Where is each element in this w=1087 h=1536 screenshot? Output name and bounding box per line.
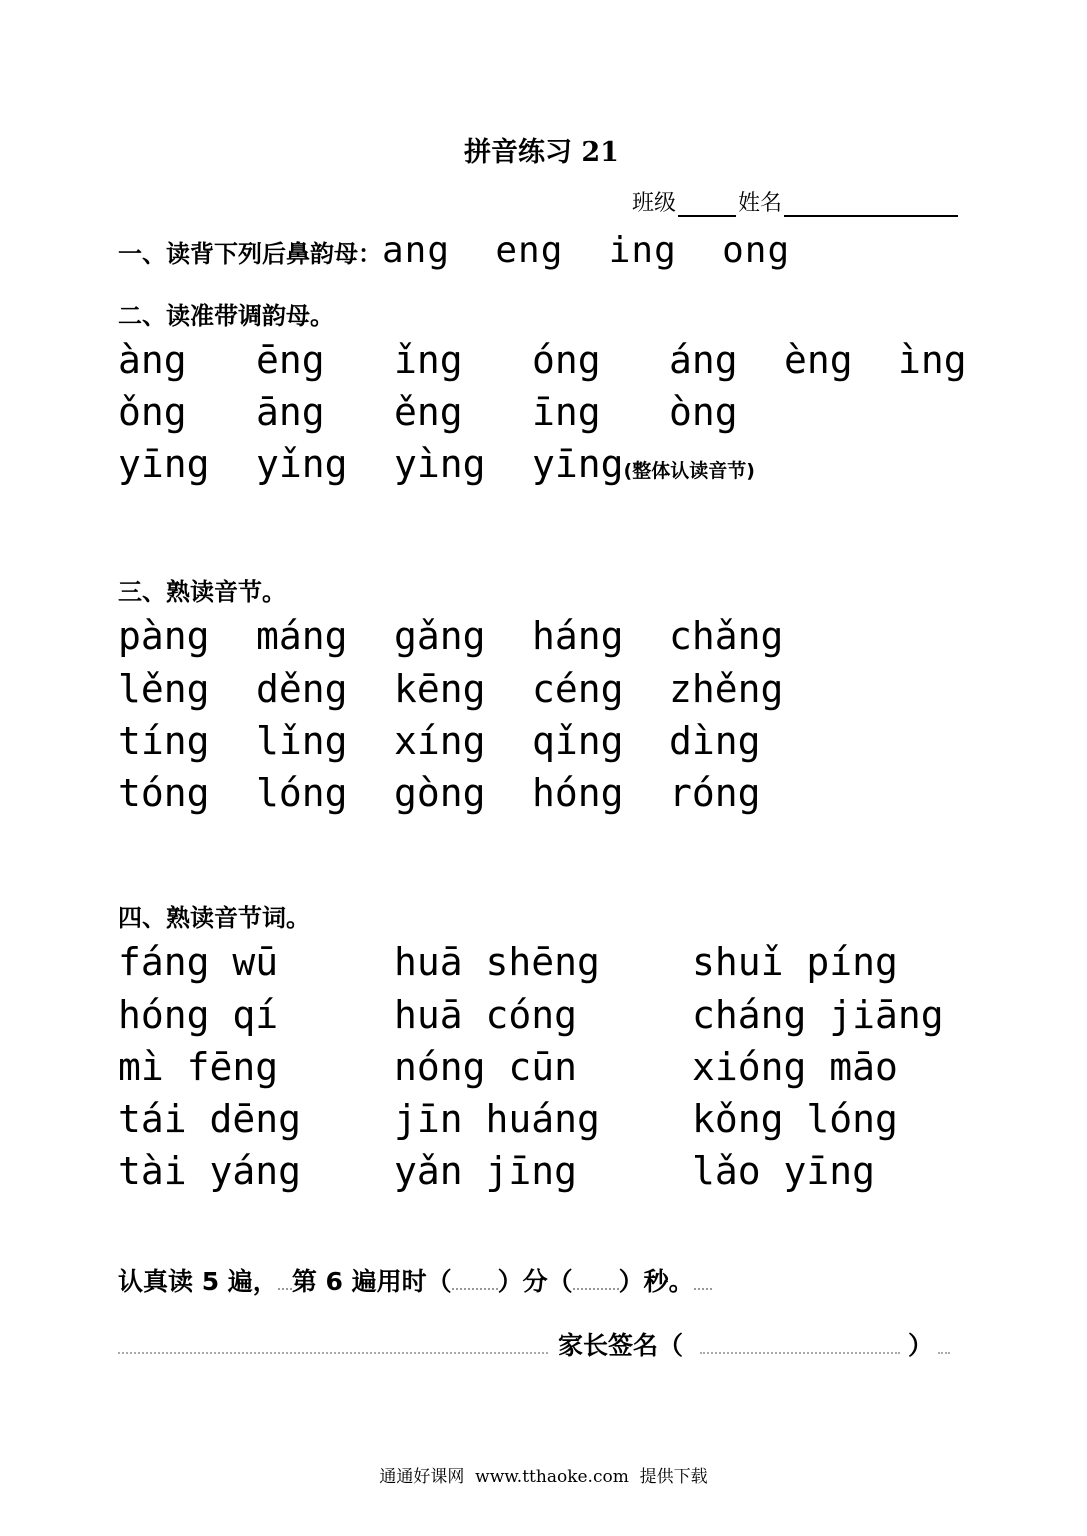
section1-heading — [118, 230, 790, 271]
page-title-text: 拼音练习 21 — [464, 137, 619, 168]
reading-record-part1: 认真读 5 遍， — [118, 1267, 278, 1296]
reading-record-part2: 第 6 遍用时（ — [291, 1267, 452, 1296]
syllable: lǐng — [256, 719, 348, 763]
section2-heading-text: 二、读准带调韵母。 — [118, 302, 334, 330]
dot-gap — [694, 1270, 712, 1290]
parent-signature-close: ） — [908, 1331, 934, 1360]
syllable: xíng — [394, 719, 486, 763]
tone-final: ǐng — [394, 338, 463, 382]
whole-syllable: yìng — [394, 442, 486, 486]
syllable-word: tài yáng — [118, 1149, 302, 1193]
syllable: děng — [256, 667, 348, 711]
name-label: 姓名 — [738, 191, 783, 216]
syllable: tíng — [118, 719, 210, 763]
syllable-word: shuǐ píng — [692, 940, 898, 984]
syllable: pàng — [118, 614, 210, 658]
syllable-word: yǎn jīng — [394, 1149, 578, 1193]
whole-syllable: yǐng — [256, 442, 348, 486]
section3-heading-text: 三、熟读音节。 — [118, 578, 286, 606]
tone-final: òng — [669, 390, 738, 434]
dotted-leader — [938, 1352, 950, 1354]
syllable-word: kǒng lóng — [692, 1097, 898, 1141]
syllable: dìng — [669, 719, 761, 763]
syllable: gǎng — [394, 614, 486, 658]
syllable: róng — [669, 771, 761, 815]
syllable: qǐng — [532, 719, 624, 763]
tone-final: ěng — [394, 390, 463, 434]
class-blank — [678, 193, 736, 217]
seconds-blank[interactable] — [573, 1270, 619, 1290]
syllable: kēng — [394, 667, 486, 711]
syllable-word: xióng māo — [692, 1045, 898, 1089]
minutes-blank[interactable] — [452, 1270, 498, 1290]
section1-finals: ang eng ing ong — [382, 230, 791, 271]
syllable-word: cháng jiāng — [692, 993, 944, 1037]
dot-gap — [278, 1270, 292, 1290]
dotted-leader — [118, 1352, 548, 1354]
syllable: céng — [532, 667, 624, 711]
whole-syllable: yīng — [118, 442, 210, 486]
class-label: 班级 — [632, 191, 677, 216]
whole-syllable-note: (整体认读音节) — [623, 460, 755, 482]
syllable-word: lǎo yīng — [692, 1149, 876, 1193]
tone-final: ìng — [898, 338, 967, 382]
page-title — [0, 130, 1087, 169]
tone-final: āng — [256, 390, 325, 434]
section4-heading-text: 四、熟读音节词。 — [118, 904, 310, 932]
syllable-word: mì fēng — [118, 1045, 279, 1089]
section3-heading — [118, 572, 286, 607]
tone-final: ǒng — [118, 390, 187, 434]
syllable: hóng — [532, 771, 624, 815]
tone-final: áng — [669, 338, 738, 382]
syllable: lóng — [256, 771, 348, 815]
syllable-word: hóng qí — [118, 993, 279, 1037]
tone-final: èng — [784, 338, 853, 382]
section4-heading — [118, 898, 310, 933]
site-credit — [0, 1462, 1087, 1487]
parent-signature-blank[interactable] — [700, 1352, 900, 1354]
syllable-word: tái dēng — [118, 1097, 302, 1141]
syllable-word: huā cóng — [394, 993, 578, 1037]
student-info — [632, 186, 960, 217]
site-credit-text: 通通好课网 www.tthaoke.com 提供下载 — [379, 1467, 708, 1487]
whole-syllable — [532, 442, 755, 486]
parent-signature-row — [118, 1326, 948, 1362]
syllable: chǎng — [669, 614, 784, 658]
tone-final: īng — [532, 390, 601, 434]
section2-heading — [118, 296, 334, 331]
reading-record-part4: ）秒。 — [618, 1267, 694, 1296]
section1-heading-text: 一、读背下列后鼻韵母： — [118, 240, 382, 268]
syllable: gòng — [394, 771, 486, 815]
syllable: tóng — [118, 771, 210, 815]
tone-final: àng — [118, 338, 187, 382]
syllable-word: nóng cūn — [394, 1045, 578, 1089]
syllable: háng — [532, 614, 624, 658]
whole-syllable-text: yīng — [532, 442, 624, 486]
syllable: lěng — [118, 667, 210, 711]
parent-signature-label: 家长签名（ — [558, 1331, 684, 1360]
tone-final: ēng — [256, 338, 325, 382]
reading-record-part3: ）分（ — [497, 1267, 573, 1296]
syllable: máng — [256, 614, 348, 658]
tone-final: óng — [532, 338, 601, 382]
syllable-word: fáng wū — [118, 940, 279, 984]
name-blank — [784, 193, 958, 217]
syllable-word: huā shēng — [394, 940, 600, 984]
syllable-word: jīn huáng — [394, 1097, 600, 1141]
reading-record — [118, 1262, 712, 1298]
syllable: zhěng — [669, 667, 784, 711]
